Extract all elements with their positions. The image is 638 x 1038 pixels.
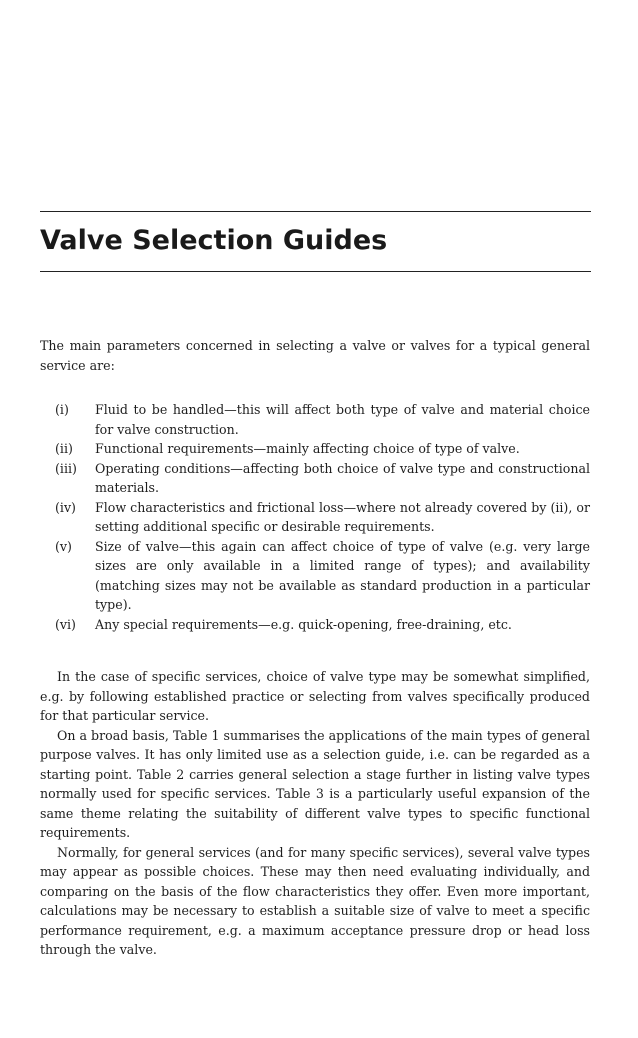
list-item-number: (i) [55, 402, 69, 417]
body-paragraph: In the case of specific services, choice of valve type may be somewhat simplified, e.g. by following established practice or selecting from valves specifically produced for that particular service. [40, 669, 590, 723]
list-item [40, 459, 590, 498]
list-item-text: Functional requirements—mainly affecting choice of type of valve. [95, 441, 520, 456]
list-item [40, 498, 590, 537]
list-item-number: (vi) [55, 616, 76, 632]
list-item-number: (ii) [55, 441, 73, 456]
title-top-rule [40, 211, 591, 212]
list-item-number: (iv) [55, 499, 76, 515]
list-item-text: Operating conditions—affecting both choice of valve type and constructional materials. [95, 460, 590, 495]
list-item-text: Fluid to be handled—this will affect both type of valve and material choice for valve construction. [95, 402, 590, 437]
list-item [40, 400, 590, 439]
body-paragraph: On a broad basis, Table 1 summarises the applications of the main types of general purpose valves. It has only limited use as a selection guide, i.e. can be regarded as a starting point. Table 2 carries general selection a stage further in listing valve types normally used for specific services. Table 3 is a particularly useful expansion of the same theme relating the suitability of different valve types to specific functional requirements. [40, 727, 590, 840]
list-item-text: Any special requirements—e.g. quick-opening, free-draining, etc. [95, 616, 512, 632]
parameter-list [40, 400, 590, 634]
title-bottom-rule [40, 271, 591, 272]
intro-paragraph: The main parameters concerned in selecting a valve or valves for a typical general service are: [40, 338, 590, 373]
list-item-text: Flow characteristics and frictional loss—where not already covered by (ii), or setting additional specific or desirable requirements. [95, 499, 590, 534]
page-title: Valve Selection Guides [40, 225, 388, 256]
list-item [40, 439, 590, 459]
body-paragraph: Normally, for general services (and for many specific services), several valve types may appear as possible choices. These may then need evaluating individually, and comparing on the basis of the flow characteristics they offer. Even more important, calculations may be necessary to establish a suitable size of valve to meet a specific performance requirement, e.g. a maximum acceptance pressure drop or head loss through the valve. [40, 844, 590, 957]
list-item [40, 537, 590, 615]
list-item-number: (v) [55, 538, 72, 554]
list-item [40, 615, 590, 635]
list-item-text: Size of valve—this again can affect choice of type of valve (e.g. very large sizes are only available in a limited range of types); and availability (matching sizes may not be available as standard production in a particular type). [95, 538, 590, 612]
list-item-number: (iii) [55, 460, 77, 476]
body-text [40, 667, 590, 960]
